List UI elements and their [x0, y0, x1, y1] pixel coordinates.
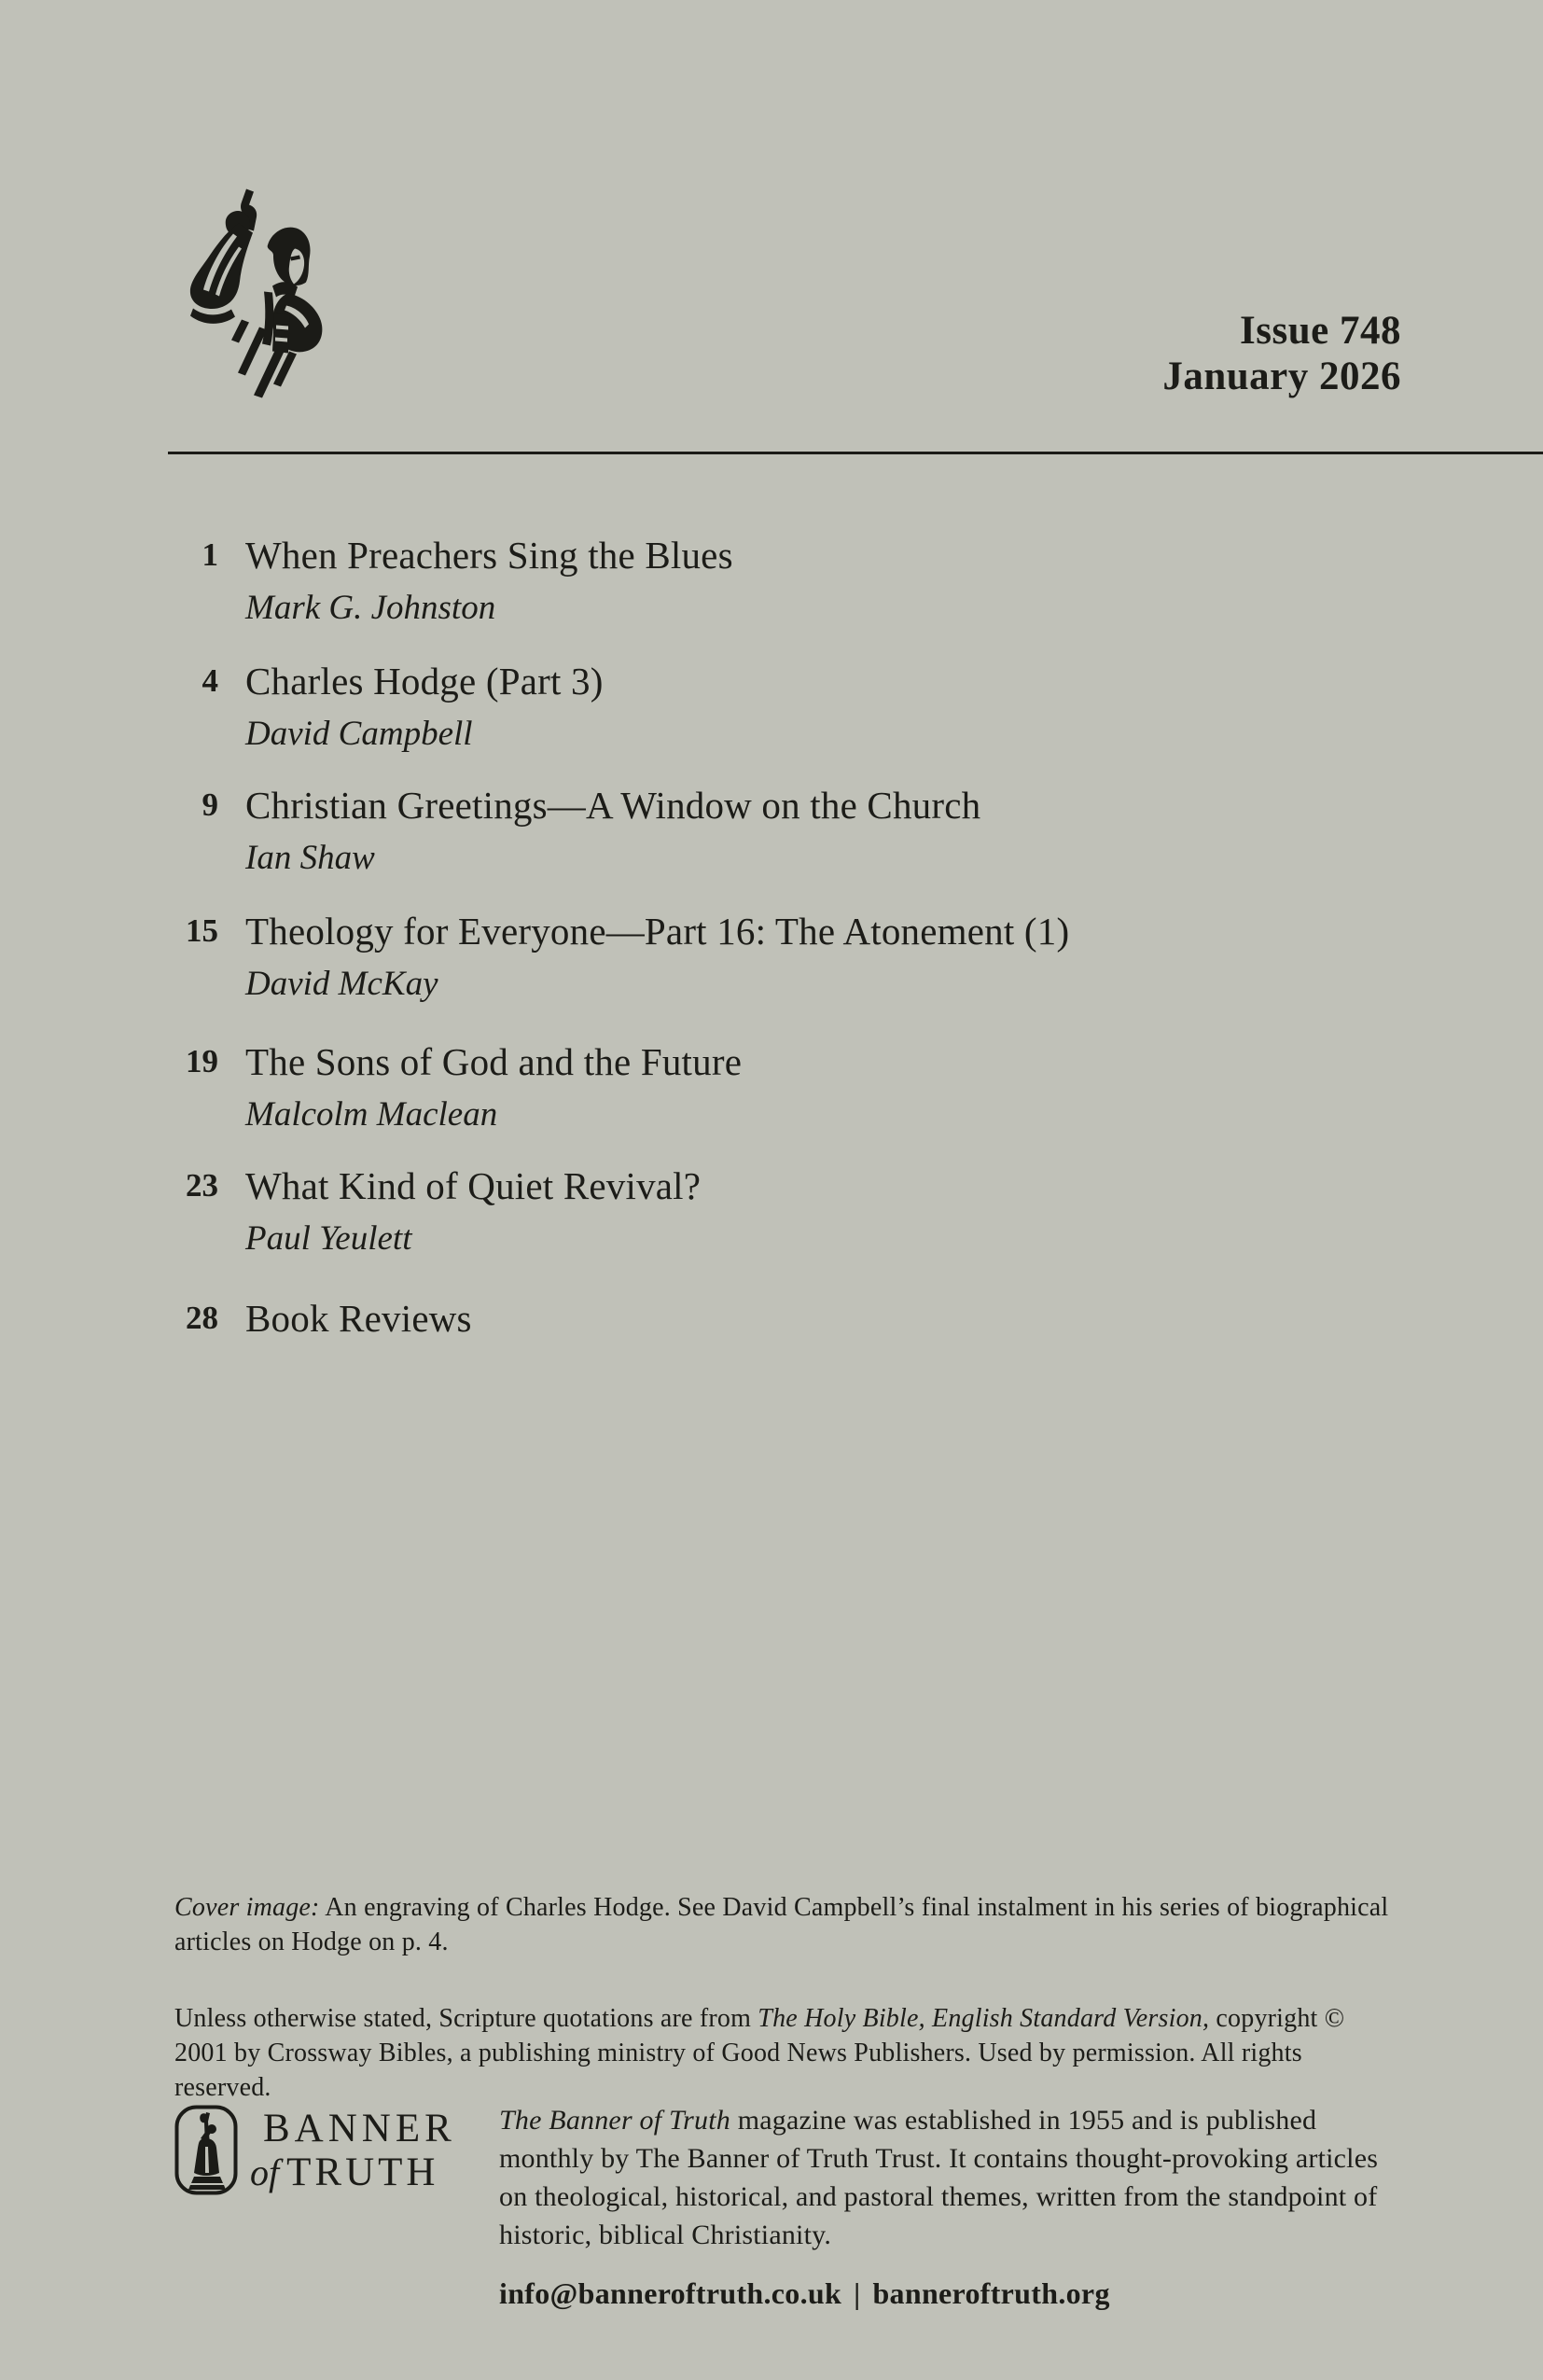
scripture-notice [174, 2001, 1401, 2105]
cover-image-note [174, 1890, 1401, 1959]
publisher-magazine-title: The Banner of Truth [499, 2105, 730, 2136]
header-divider [168, 452, 1543, 454]
toc-author: David Campbell [245, 715, 473, 753]
toc-page-number: 28 [186, 1300, 218, 1336]
issue-date: January 2026 [1162, 355, 1401, 398]
toc-entry [131, 1295, 1437, 1342]
toc-title: The Sons of God and the Future [245, 1040, 743, 1083]
issue-number: Issue 748 [1240, 309, 1401, 353]
toc-title: What Kind of Quiet Revival? [245, 1164, 702, 1207]
scripture-notice-pre: Unless otherwise stated, Scripture quotations are from [174, 2004, 758, 2033]
toc-author: Malcolm Maclean [245, 1095, 498, 1134]
scripture-notice-post: copyright © 2001 by Crossway Bibles, a publishing ministry of Good News Publishers. Used by permission. All rights reserved. [174, 2004, 1345, 2102]
toc-entry [131, 658, 1437, 756]
wordmark-banner: BANNER [263, 2107, 456, 2150]
toc-title: When Preachers Sing the Blues [245, 534, 733, 577]
publisher-description [499, 2101, 1409, 2254]
toc-page-number: 15 [186, 912, 218, 949]
toc-page-number: 1 [202, 536, 218, 573]
wordmark-truth: TRUTH [286, 2150, 439, 2194]
wordmark-of-truth [250, 2150, 456, 2194]
toc-title: Theology for Everyone—Part 16: The Atonement (1) [245, 910, 1070, 953]
wordmark-of: of [250, 2151, 280, 2193]
toc-entry [131, 1162, 1437, 1260]
cover-image-label: Cover image: [174, 1893, 320, 1922]
toc-author: Ian Shaw [245, 839, 375, 877]
issue-block [1162, 308, 1401, 399]
toc-page-number: 4 [202, 662, 218, 699]
toc-author: David McKay [245, 965, 438, 1003]
contact-separator: | [854, 2276, 861, 2310]
toc-entry [131, 532, 1437, 630]
toc-entry [131, 908, 1437, 1006]
toc-page-number: 19 [186, 1043, 218, 1079]
banner-of-truth-wordmark [250, 2107, 456, 2194]
preacher-raised-torch-icon [178, 188, 346, 400]
publisher-text: magazine was established in 1955 and is published monthly by The Banner of Truth Trust. It contains thought-provoking articles on theological, historical, and pastoral themes, written from the standpoint of historic, biblical Christianity. [499, 2105, 1379, 2250]
toc-author: Mark G. Johnston [245, 589, 496, 627]
toc-page-number: 9 [202, 786, 218, 823]
cover-image-text: An engraving of Charles Hodge. See David Campbell’s final instalment in his series of biographical articles on Hodge on p. 4. [174, 1893, 1389, 1956]
toc-author: Paul Yeulett [245, 1219, 412, 1258]
scripture-notice-bible-title: The Holy Bible, English Standard Version, [758, 2004, 1210, 2033]
toc-title: Christian Greetings—A Window on the Church [245, 784, 981, 827]
toc-title: Book Reviews [245, 1297, 472, 1340]
contact-email-link[interactable]: info@banneroftruth.co.uk [499, 2276, 842, 2310]
contact-line [499, 2276, 1110, 2311]
contact-website-link[interactable]: banneroftruth.org [872, 2276, 1110, 2310]
toc-entry [131, 1038, 1437, 1136]
banner-of-truth-seal-icon [174, 2104, 239, 2196]
toc-page-number: 23 [186, 1167, 218, 1204]
toc-entry [131, 782, 1437, 880]
toc-title: Charles Hodge (Part 3) [245, 660, 604, 703]
